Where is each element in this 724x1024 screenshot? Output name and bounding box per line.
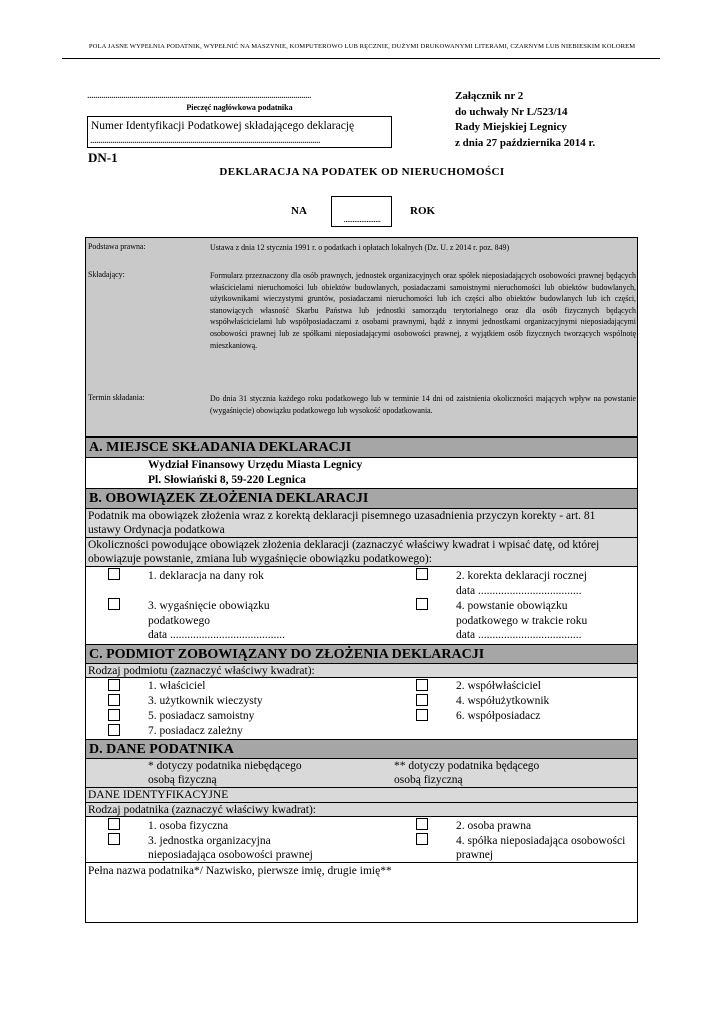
footnote-row	[86, 758, 637, 787]
footnote-natural-person-cont: osobą fizyczną	[394, 774, 463, 786]
section-d-header: D. DANE PODATNIKA	[86, 739, 637, 760]
section-a-header: A. MIEJSCE SKŁADANIA DEKLARACJI	[86, 438, 637, 458]
option-organizational-unit: 3. jednostka organizacyjna	[148, 835, 271, 847]
stamp-dotted-line: ................................................................................................................	[87, 90, 311, 101]
office-name: Wydział Finansowy Urzędu Miasta Legnicy	[148, 459, 363, 471]
checkbox-annual-declaration[interactable]	[108, 568, 120, 580]
section-c-header: C. PODMIOT ZOBOWIĄZANY DO ZŁOŻENIA DEKLARACJI	[86, 644, 637, 665]
option-organizational-unit-cont: nieposiadająca osobowości prawnej	[148, 849, 313, 861]
section-c-options	[86, 677, 637, 738]
entity-type-prompt: Rodzaj podmiotu (zaznaczyć właściwy kwadrat):	[86, 663, 637, 678]
submitter-label: Składający:	[88, 270, 125, 279]
option-partnership-cont: prawnej	[456, 849, 494, 861]
checkbox-partnership[interactable]	[416, 833, 428, 845]
checkbox-obligation-expiry[interactable]	[108, 598, 120, 610]
correction-date-field[interactable]: data ....................................	[456, 585, 582, 597]
checkbox-co-user[interactable]	[416, 694, 428, 706]
circumstances-note-line-1: Okoliczności powodujące obowiązek złożenia deklaracji (zaznaczyć właściwy kwadrat i wpisać datę, od której	[88, 539, 600, 551]
checkbox-co-possessor[interactable]	[416, 709, 428, 721]
option-co-user: 4. współużytkownik	[456, 695, 550, 707]
annex-line-1: Załącznik nr 2	[455, 90, 524, 102]
taxpayer-type-prompt: Rodzaj podatnika (zaznaczyć właściwy kwadrat):	[86, 802, 637, 817]
full-name-label: Pełna nazwa podatnika*/ Nazwisko, pierwsze imię, drugie imię**	[88, 865, 392, 877]
section-d-options	[86, 816, 637, 862]
correction-note	[86, 508, 637, 538]
section-b-header: B. OBOWIĄZEK ZŁOŻENIA DEKLARACJI	[86, 488, 637, 509]
checkbox-dependent-possessor[interactable]	[108, 724, 120, 736]
checkbox-obligation-start[interactable]	[416, 598, 428, 610]
full-name-field[interactable]	[86, 862, 637, 922]
checkbox-independent-possessor[interactable]	[108, 709, 120, 721]
footnote-legal-person: * dotyczy podatnika niebędącego	[148, 760, 302, 772]
checkbox-perpetual-user[interactable]	[108, 694, 120, 706]
declaration-form	[85, 437, 638, 923]
option-perpetual-user: 3. użytkownik wieczysty	[148, 695, 263, 707]
circumstances-note-line-2: obowiązuje powstanie, zmiana lub wygaśnięcie obowiązku podatkowego):	[88, 553, 432, 565]
annex-line-4: z dnia 27 października 2014 r.	[455, 136, 596, 149]
page-title: DEKLARACJA NA PODATEK OD NIERUCHOMOŚCI	[219, 166, 505, 178]
top-rule	[62, 58, 660, 59]
option-obligation-expiry: 3. wygaśnięcie obowiązku	[148, 600, 270, 612]
info-block	[85, 237, 638, 437]
option-owner: 1. właściciel	[148, 680, 206, 692]
na-label: NA	[291, 205, 307, 217]
legal-basis-text: Ustawa z dnia 12 stycznia 1991 r. o podatkach i opłatach lokalnych (Dz. U. z 2014 r. poz. 849)	[210, 243, 510, 252]
option-natural-person: 1. osoba fizyczna	[148, 820, 229, 832]
legal-basis-label: Podstawa prawna:	[88, 242, 146, 251]
correction-note-line-2: ustawy Ordynacja podatkowa	[88, 524, 225, 536]
deadline-text: Do dnia 31 stycznia każdego roku podatkowego lub w terminie 14 dni od zaistnienia okoliczności mających wpływ na powstanie (wygaśnięcie) obowiązku podatkowego lub wysokość opodatkowania.	[210, 394, 636, 415]
nip-label: Numer Identyfikacji Podatkowej składającego deklarację	[91, 120, 355, 132]
top-instruction-note: POLA JASNE WYPEŁNIA PODATNIK, WYPEŁNIĆ NA MASZYNIE, KOMPUTEROWO LUB RĘCZNIE, DUŻYMI DRUKOWANYMI LITERAMI, CZARNYM LUB NIEBIESKIM KOLOREM	[88, 43, 636, 50]
expiry-date-field[interactable]: data ........................................	[148, 629, 286, 641]
option-legal-person: 2. osoba prawna	[456, 820, 532, 832]
option-dependent-possessor: 7. posiadacz zależny	[148, 725, 243, 737]
option-obligation-start-cont: podatkowego w trakcie roku	[456, 615, 588, 627]
option-co-possessor: 6. współposiadacz	[456, 710, 541, 722]
start-date-field[interactable]: data ....................................	[456, 629, 582, 641]
option-partnership: 4. spółka nieposiadająca osobowości	[456, 835, 626, 847]
option-co-owner: 2. współwłaściciel	[456, 680, 541, 692]
option-annual-correction: 2. korekta deklaracji rocznej	[456, 570, 587, 582]
year-dotted-line: .....................	[343, 214, 381, 224]
option-obligation-expiry-cont: podatkowego	[148, 615, 210, 627]
footnote-legal-person-cont: osobą fizyczną	[148, 774, 217, 786]
form-code: DN-1	[88, 150, 118, 165]
footnote-natural-person: ** dotyczy podatnika będącego	[394, 760, 540, 772]
checkbox-natural-person[interactable]	[108, 818, 120, 830]
checkbox-annual-correction[interactable]	[416, 568, 428, 580]
section-b-options	[86, 566, 637, 642]
circumstances-note	[86, 537, 637, 567]
annex-info	[455, 89, 595, 151]
nip-field[interactable]	[87, 116, 392, 148]
nip-dotted-line: ...................................................................................................................	[90, 135, 320, 146]
identification-data-label: DANE IDENTYFIKACYJNE	[86, 787, 637, 802]
deadline-label: Termin składania:	[88, 393, 145, 402]
stamp-label: Pieczęć nagłówkowa podatnika	[186, 103, 293, 112]
rok-label: ROK	[410, 205, 436, 217]
option-annual-declaration: 1. deklaracja na dany rok	[148, 570, 264, 582]
checkbox-owner[interactable]	[108, 679, 120, 691]
checkbox-organizational-unit[interactable]	[108, 833, 120, 845]
checkbox-legal-person[interactable]	[416, 818, 428, 830]
year-field[interactable]	[331, 196, 392, 227]
option-obligation-start: 4. powstanie obowiązku	[456, 600, 568, 612]
annex-line-3: Rady Miejskiej Legnicy	[455, 121, 567, 133]
option-independent-possessor: 5. posiadacz samoistny	[148, 710, 255, 722]
office-address: Pl. Słowiański 8, 59-220 Legnica	[148, 474, 306, 486]
checkbox-co-owner[interactable]	[416, 679, 428, 691]
correction-note-line-1: Podatnik ma obowiązek złożenia wraz z korektą deklaracji pisemnego uzasadnienia przyczyn korekty - art. 81	[88, 510, 596, 522]
annex-line-2: do uchwały Nr L/523/14	[455, 105, 568, 118]
submitter-text: Formularz przeznaczony dla osób prawnych, jednostek organizacyjnych oraz spółek nieposiadających osobowości prawnej będących właścicielami nieruchomości lub obiektów budowlanych, posiadaczami samoistnymi nieruchomości lub obiektów budowlanych, użytkownikami wieczystymi gruntów, posiadaczami nieruchomości lub ich części albo obiektów budowlanych lub ich części, stanowiących własność Skarbu Państwa lub jednostki samorządu terytorialnego oraz dla osób fizycznych będących współwłaścicielami lub współposiadaczami z osobami prawnymi, bądź z innymi jednostkami organizacyjnymi nieposiadającymi osobowości prawnej lub ze spółkami nieposiadającymi osobowości prawnej, z wyjątkiem osób fizycznych tworzących wspólnotę mieszkaniową.	[210, 271, 636, 350]
